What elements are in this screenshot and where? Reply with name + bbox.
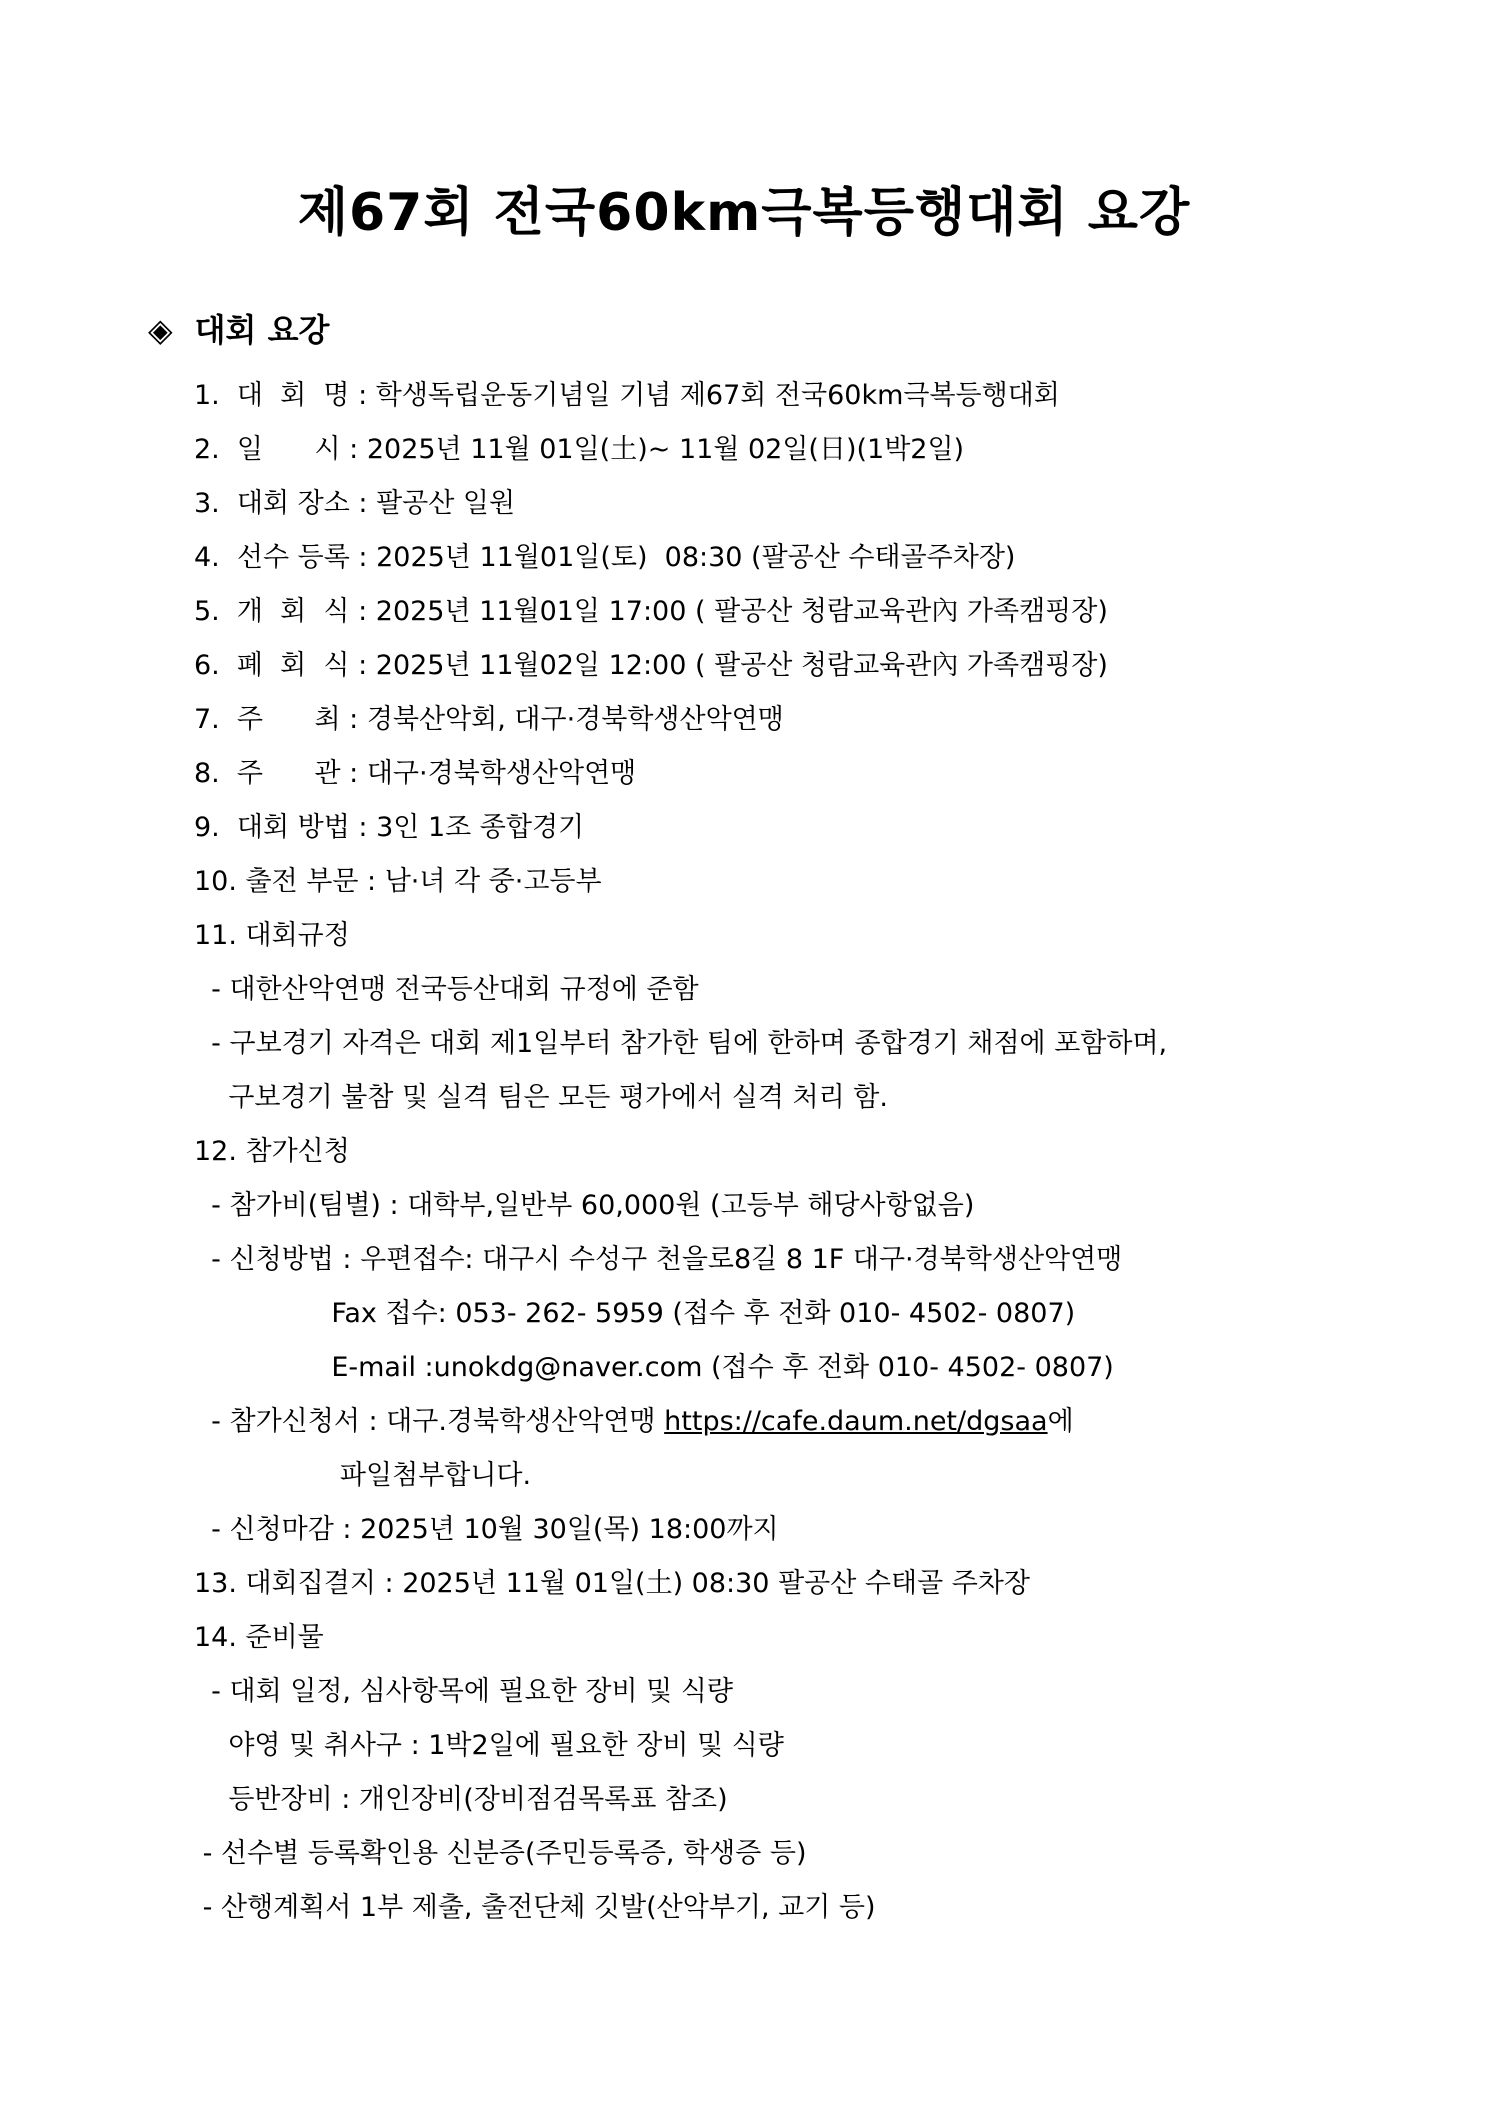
item-10-divisions: 10. 출전 부문 : 남·녀 각 중·고등부	[194, 866, 602, 897]
item-9-method: 9. 대회 방법 : 3인 1조 종합경기	[194, 812, 585, 843]
section-label: 대회 요강	[194, 311, 330, 349]
rules-line-2: - 구보경기 자격은 대회 제1일부터 참가한 팀에 한하며 종합경기 채점에 포함하며,	[194, 1028, 1168, 1059]
cafe-link-suffix: 에	[1047, 1406, 1074, 1437]
item-4-registration: 4. 선수 등록 : 2025년 11월01일(토) 08:30 (팔공산 수태골주차장)	[194, 542, 1016, 573]
page-title: 제67회 전국60km극복등행대회 요강	[297, 183, 1191, 243]
item-7-host: 7. 주 최 : 경북산악회, 대구·경북학생산악연맹	[194, 704, 784, 735]
application-form-label: - 참가신청서 : 대구.경북학생산악연맹	[194, 1406, 665, 1437]
item-13-assembly: 13. 대회집결지 : 2025년 11월 01일(土) 08:30 팔공산 수태골 주차장	[194, 1568, 1030, 1599]
supplies-line-5: - 산행계획서 1부 제출, 출전단체 깃발(산악부기, 교기 등)	[194, 1892, 876, 1923]
application-form	[194, 1404, 1074, 1440]
supplies-line-4: - 선수별 등록확인용 신분증(주민등록증, 학생증 등)	[194, 1838, 807, 1869]
supplies-line-2: 야영 및 취사구 : 1박2일에 필요한 장비 및 식량	[194, 1730, 784, 1761]
item-3-venue: 3. 대회 장소 : 팔공산 일원	[194, 488, 516, 519]
application-mail: - 신청방법 : 우편접수: 대구시 수성구 천을로8길 8 1F 대구·경북학생산악연맹	[194, 1244, 1123, 1275]
item-11-rules: 11. 대회규정	[194, 920, 350, 951]
rules-line-1: - 대한산악연맹 전국등산대회 규정에 준함	[194, 974, 699, 1005]
application-deadline: - 신청마감 : 2025년 10월 30일(목) 18:00까지	[194, 1514, 779, 1545]
section-heading	[148, 305, 329, 351]
item-1-event-name: 1. 대 회 명 : 학생독립운동기념일 기념 제67회 전국60km극복등행대회	[194, 380, 1060, 411]
application-fax: Fax 접수: 053- 262- 5959 (접수 후 전화 010- 4502- 0807)	[194, 1298, 1076, 1329]
item-6-closing: 6. 폐 회 식 : 2025년 11월02일 12:00 ( 팔공산 청람교육관內 가족캠핑장)	[194, 650, 1108, 681]
item-8-organizer: 8. 주 관 : 대구·경북학생산악연맹	[194, 758, 637, 789]
item-2-date: 2. 일 시 : 2025년 11월 01일(土)~ 11월 02일(日)(1박2일)	[194, 434, 965, 465]
item-5-opening: 5. 개 회 식 : 2025년 11월01일 17:00 ( 팔공산 청람교육관內 가족캠핑장)	[194, 596, 1108, 627]
application-email: E-mail :unokdg@naver.com (접수 후 전화 010- 4502- 0807)	[194, 1352, 1114, 1383]
cafe-link[interactable]: https://cafe.daum.net/dgsaa	[664, 1406, 1048, 1437]
diamond-icon: ◈	[148, 311, 173, 349]
supplies-line-3: 등반장비 : 개인장비(장비점검목록표 참조)	[194, 1784, 728, 1815]
application-form-note: 파일첨부합니다.	[194, 1460, 532, 1491]
application-fee: - 참가비(팀별) : 대학부,일반부 60,000원 (고등부 해당사항없음)	[194, 1190, 975, 1221]
item-12-application: 12. 참가신청	[194, 1136, 350, 1167]
rules-line-3: 구보경기 불참 및 실격 팀은 모든 평가에서 실격 처리 함.	[194, 1082, 888, 1113]
item-14-supplies: 14. 준비물	[194, 1622, 324, 1653]
supplies-line-1: - 대회 일정, 심사항목에 필요한 장비 및 식량	[194, 1676, 733, 1707]
